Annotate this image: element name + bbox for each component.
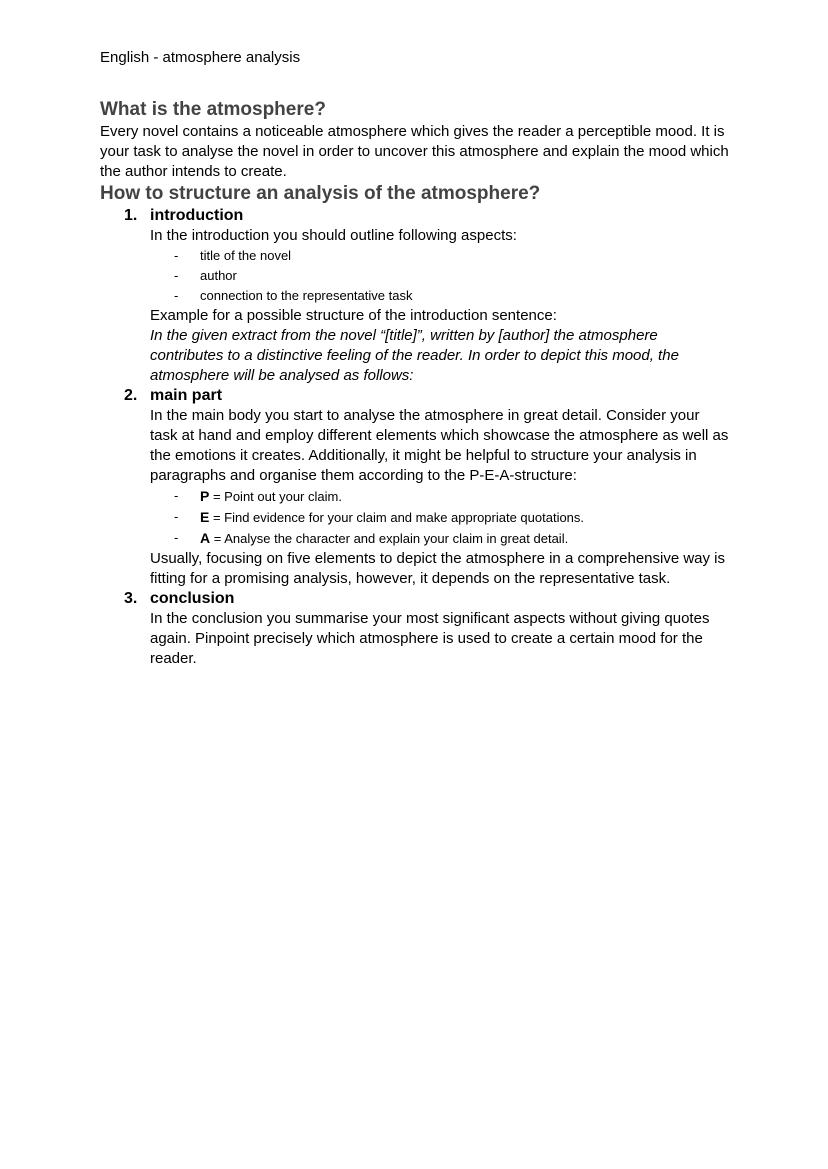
dash-bullet-icon: - <box>174 530 179 545</box>
section-introduction <box>100 206 730 386</box>
pea-key: A <box>200 530 211 546</box>
example-label: Example for a possible structure of the introduction sentence: <box>150 307 557 324</box>
section-number: 1. <box>124 207 138 224</box>
section-number: 3. <box>124 590 138 607</box>
section-conclusion <box>100 589 730 669</box>
pea-key: E <box>200 509 210 525</box>
example-sentence: In the given extract from the novel “[title]”, written by [author] the atmosphere contributes to a distinctive feeling of the reader. In order to depict this mood, the atmosphere will be analysed as follows: <box>150 327 679 384</box>
dash-bullet-icon: - <box>174 268 179 283</box>
list-item: - E = Find evidence for your claim and make appropriate quotations. <box>174 509 585 525</box>
aspects-list <box>150 246 730 306</box>
section-intro-text: In the conclusion you summarise your most significant aspects without giving quotes again. Pinpoint precisely which atmosphere is used to create a certain mood for the reader. <box>150 610 710 667</box>
document-title: English - atmosphere analysis <box>100 49 301 66</box>
section-outro-text: Usually, focusing on five elements to depict the atmosphere in a comprehensive way is fitting for a promising analysis, however, it depends on the representative task. <box>150 550 726 587</box>
section-number: 2. <box>124 387 138 404</box>
heading-how-to-structure: How to structure an analysis of the atmosphere? <box>100 183 541 204</box>
section-intro-text: In the main body you start to analyse the atmosphere in great detail. Consider your task at hand and employ different elements which showcase the atmosphere as well as the emotions it creates. Additionally, it might be helpful to structure your analysis in paragraphs and organise them according to the P-E-A-structure: <box>150 407 729 484</box>
pea-list <box>150 486 730 549</box>
dash-bullet-icon: - <box>174 248 179 263</box>
section-main-part <box>100 386 730 589</box>
document-page <box>100 48 730 669</box>
structure-list <box>100 206 730 669</box>
section-title: main part <box>150 387 223 404</box>
heading-what-is-atmosphere: What is the atmosphere? <box>100 99 326 120</box>
dash-bullet-icon: - <box>174 488 179 503</box>
list-item: - author <box>150 266 730 286</box>
section-title: conclusion <box>150 590 235 607</box>
list-item: - A = Analyse the character and explain your claim in great detail. <box>174 530 569 546</box>
pea-key: P <box>200 488 210 504</box>
section-intro-text: In the introduction you should outline following aspects: <box>150 227 517 244</box>
list-item: - P = Point out your claim. <box>174 488 342 504</box>
list-item: - connection to the representative task <box>150 286 730 306</box>
dash-bullet-icon: - <box>174 288 179 303</box>
section-title: introduction <box>150 207 244 224</box>
dash-bullet-icon: - <box>174 509 179 524</box>
atmosphere-definition-paragraph: Every novel contains a noticeable atmosphere which gives the reader a perceptible mood. It is your task to analyse the novel in order to uncover this atmosphere and explain the mood which the author intends to create. <box>100 123 729 180</box>
list-item: - title of the novel <box>150 246 730 266</box>
